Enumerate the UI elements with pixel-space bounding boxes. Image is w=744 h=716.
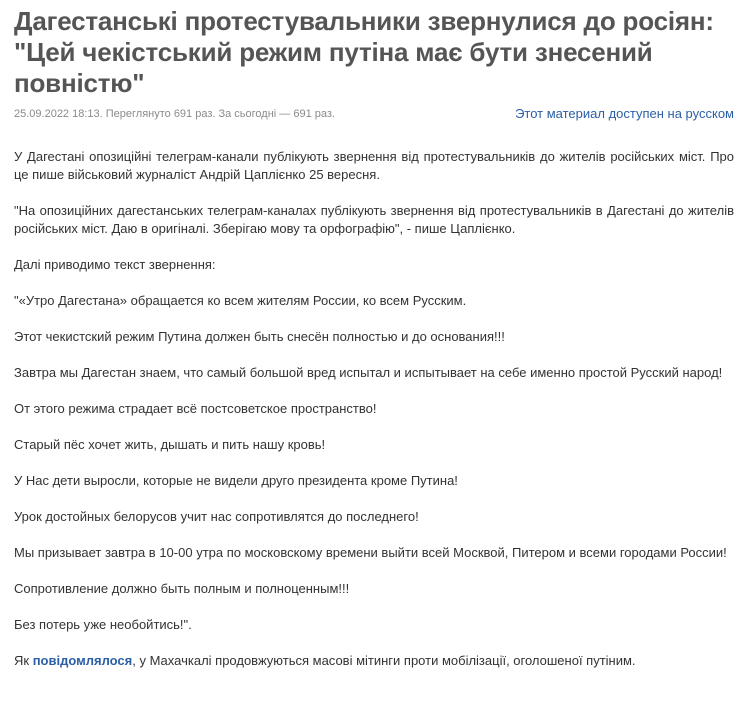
paragraph: Старый пёс хочет жить, дышать и пить нашу кровь!: [14, 437, 326, 452]
article-title: Дагестанські протестувальники звернулися до росіян: "Цей чекістський режим путіна має бути знесений повністю": [14, 6, 714, 98]
russian-version-link[interactable]: Этот материал доступен на русском: [515, 106, 734, 121]
paragraph: У Дагестані опозиційні телеграм-канали публікують звернення від протестувальників до жителів російських міст. Про це пише військовий журналіст Андрій Цаплієнко 25 вересня.: [14, 149, 734, 182]
closing-paragraph: [14, 652, 734, 670]
paragraph: Этот чекистский режим Путина должен быть снесён полностью и до основания!!!: [14, 329, 505, 344]
paragraph: Без потерь уже необойтись!".: [14, 617, 192, 632]
paragraph: Далі приводимо текст звернення:: [14, 257, 216, 272]
closing-prefix: Як: [14, 653, 33, 668]
paragraph: От этого режима страдает всё постсоветское пространство!: [14, 401, 377, 416]
paragraph: "«Утро Дагестана» обращается ко всем жителям России, ко всем Русским.: [14, 293, 467, 308]
reported-link[interactable]: повідомлялося: [32, 653, 133, 668]
closing-suffix: , у Махачкалі продовжуються масові мітинги проти мобілізації, оголошеної путіним.: [132, 653, 636, 668]
paragraph: Завтра мы Дагестан знаем, что самый большой вред испытал и испытывает на себе именно простой Русский народ!: [14, 365, 723, 380]
article-body: [14, 148, 734, 670]
article: [14, 0, 734, 670]
paragraph: Мы призывает завтра в 10-00 утра по московскому времени выйти всей Москвой, Питером и всеми городами России!: [14, 545, 727, 560]
paragraph: Урок достойных белорусов учит нас сопротивлятся до последнего!: [14, 509, 419, 524]
paragraph: Сопротивление должно быть полным и полноценным!!!: [14, 581, 350, 596]
paragraph: "На опозиційних дагестанських телеграм-каналах публікують звернення від протестувальників в Дагестані до жителів російських міст. Даю в оригіналі. Зберігаю мову та орфографію", - пише Цаплієнко.: [14, 203, 734, 236]
article-meta: 25.09.2022 18:13. Переглянуто 691 раз. За сьогодні — 691 раз.: [14, 108, 335, 120]
paragraph: У Нас дети выросли, которые не видели друго президента кроме Путина!: [14, 473, 458, 488]
meta-row: [14, 106, 734, 126]
